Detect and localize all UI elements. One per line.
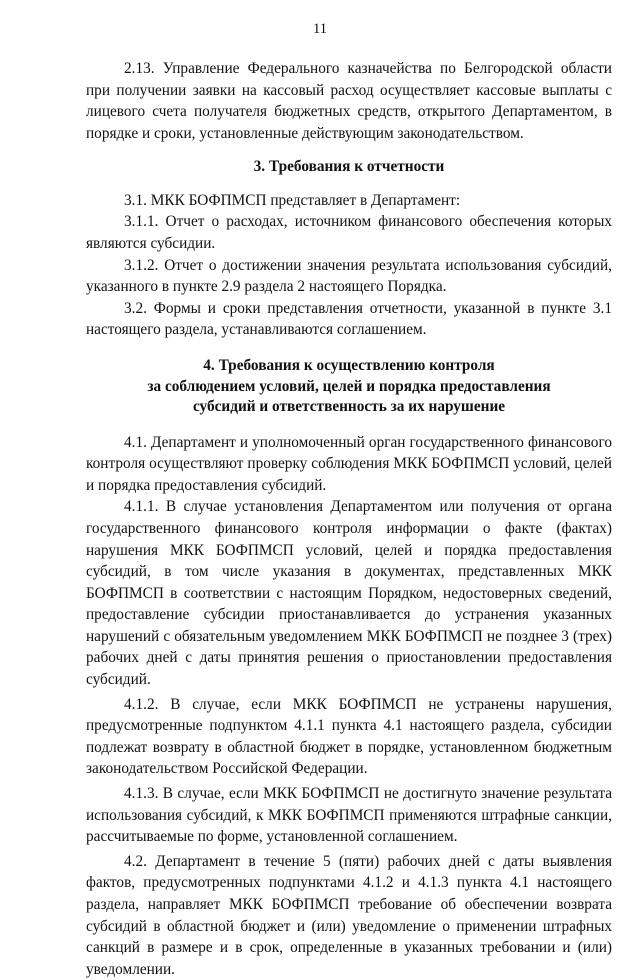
section-4-heading xyxy=(86,356,612,418)
paragraph-2-13: 2.13. Управление Федерального казначейства по Белгородской области при получении заявки на кассовый расход осуществляет кассовые выплаты с лицевого счета получателя бюджетных средств, открытого Департаментом, в порядке и сроки, установленные действующим законодательством. xyxy=(86,60,612,142)
paragraph-4-1-3: 4.1.3. В случае, если МКК БОФПМСП не достигнуто значение результата использования субсидий, к МКК БОФПМСП применяются штрафные санкции, рассчитываемые по форме, установленной соглашением. xyxy=(86,785,612,846)
section-4-heading-line-3: субсидий и ответственность за их нарушение xyxy=(192,398,506,416)
document-body xyxy=(86,58,612,980)
section-3-heading: 3. Требования к отчетности xyxy=(253,158,445,176)
paragraph-4-1-1: 4.1.1. В случае установления Департаментом или получения от органа государственного финансового контроля информации о факте (фактах) нарушения МКК БОФПМСП условий, целей и порядка предоставления субсидий, в том числе указания в документах, представленных МКК БОФПМСП в соответствии с настоящим Порядком, недостоверных сведений, предоставление субсидии приостанавливается до устранения указанных нарушений с обязательным уведомлением МКК БОФПМСП не позднее 3 (трех) рабочих дней с даты принятия решения о приостановлении предоставления субсидий. xyxy=(86,498,612,689)
section-4-heading-line-1: 4. Требования к осуществлению контроля xyxy=(203,357,495,375)
paragraph-4-1: 4.1. Департамент и уполномоченный орган государственного финансового контроля осуществляют проверку соблюдения МКК БОФПМСП условий, целей и порядка предоставления субсидий. xyxy=(86,433,612,494)
page-number: 11 xyxy=(313,21,327,37)
paragraph-3-1: 3.1. МКК БОФПМСП представляет в Департамент: xyxy=(124,191,461,209)
paragraph-4-2: 4.2. Департамент в течение 5 (пяти) рабочих дней с даты выявления фактов, предусмотренных подпунктами 4.1.2 и 4.1.3 пункта 4.1 настоящего раздела, направляет МКК БОФПМСП требование об обеспечении возврата субсидий в областной бюджет и (или) уведомление о применении штрафных санкций в размере и в срок, определенные в указанных требовании и (или) уведомлении. xyxy=(86,852,612,978)
paragraph-3-1-2: 3.1.2. Отчет о достижении значения результата использования субсидий, указанного в пункте 2.9 раздела 2 настоящего Порядка. xyxy=(86,256,612,296)
paragraph-3-1-1: 3.1.1. Отчет о расходах, источником финансового обеспечения которых являются субсидии. xyxy=(86,213,612,253)
section-4-heading-line-2: за соблюдением условий, целей и порядка предоставления xyxy=(147,377,551,395)
paragraph-3-2: 3.2. Формы и сроки представления отчетности, указанной в пункте 3.1 настоящего раздела, устанавливаются соглашением. xyxy=(86,299,612,339)
paragraph-4-1-2: 4.1.2. В случае, если МКК БОФПМСП не устранены нарушения, предусмотренные подпунктом 4.1.1 пункта 4.1 настоящего раздела, субсидии подлежат возврату в областной бюджет в порядке, установленном бюджетным законодательством Российской Федерации. xyxy=(86,695,612,778)
